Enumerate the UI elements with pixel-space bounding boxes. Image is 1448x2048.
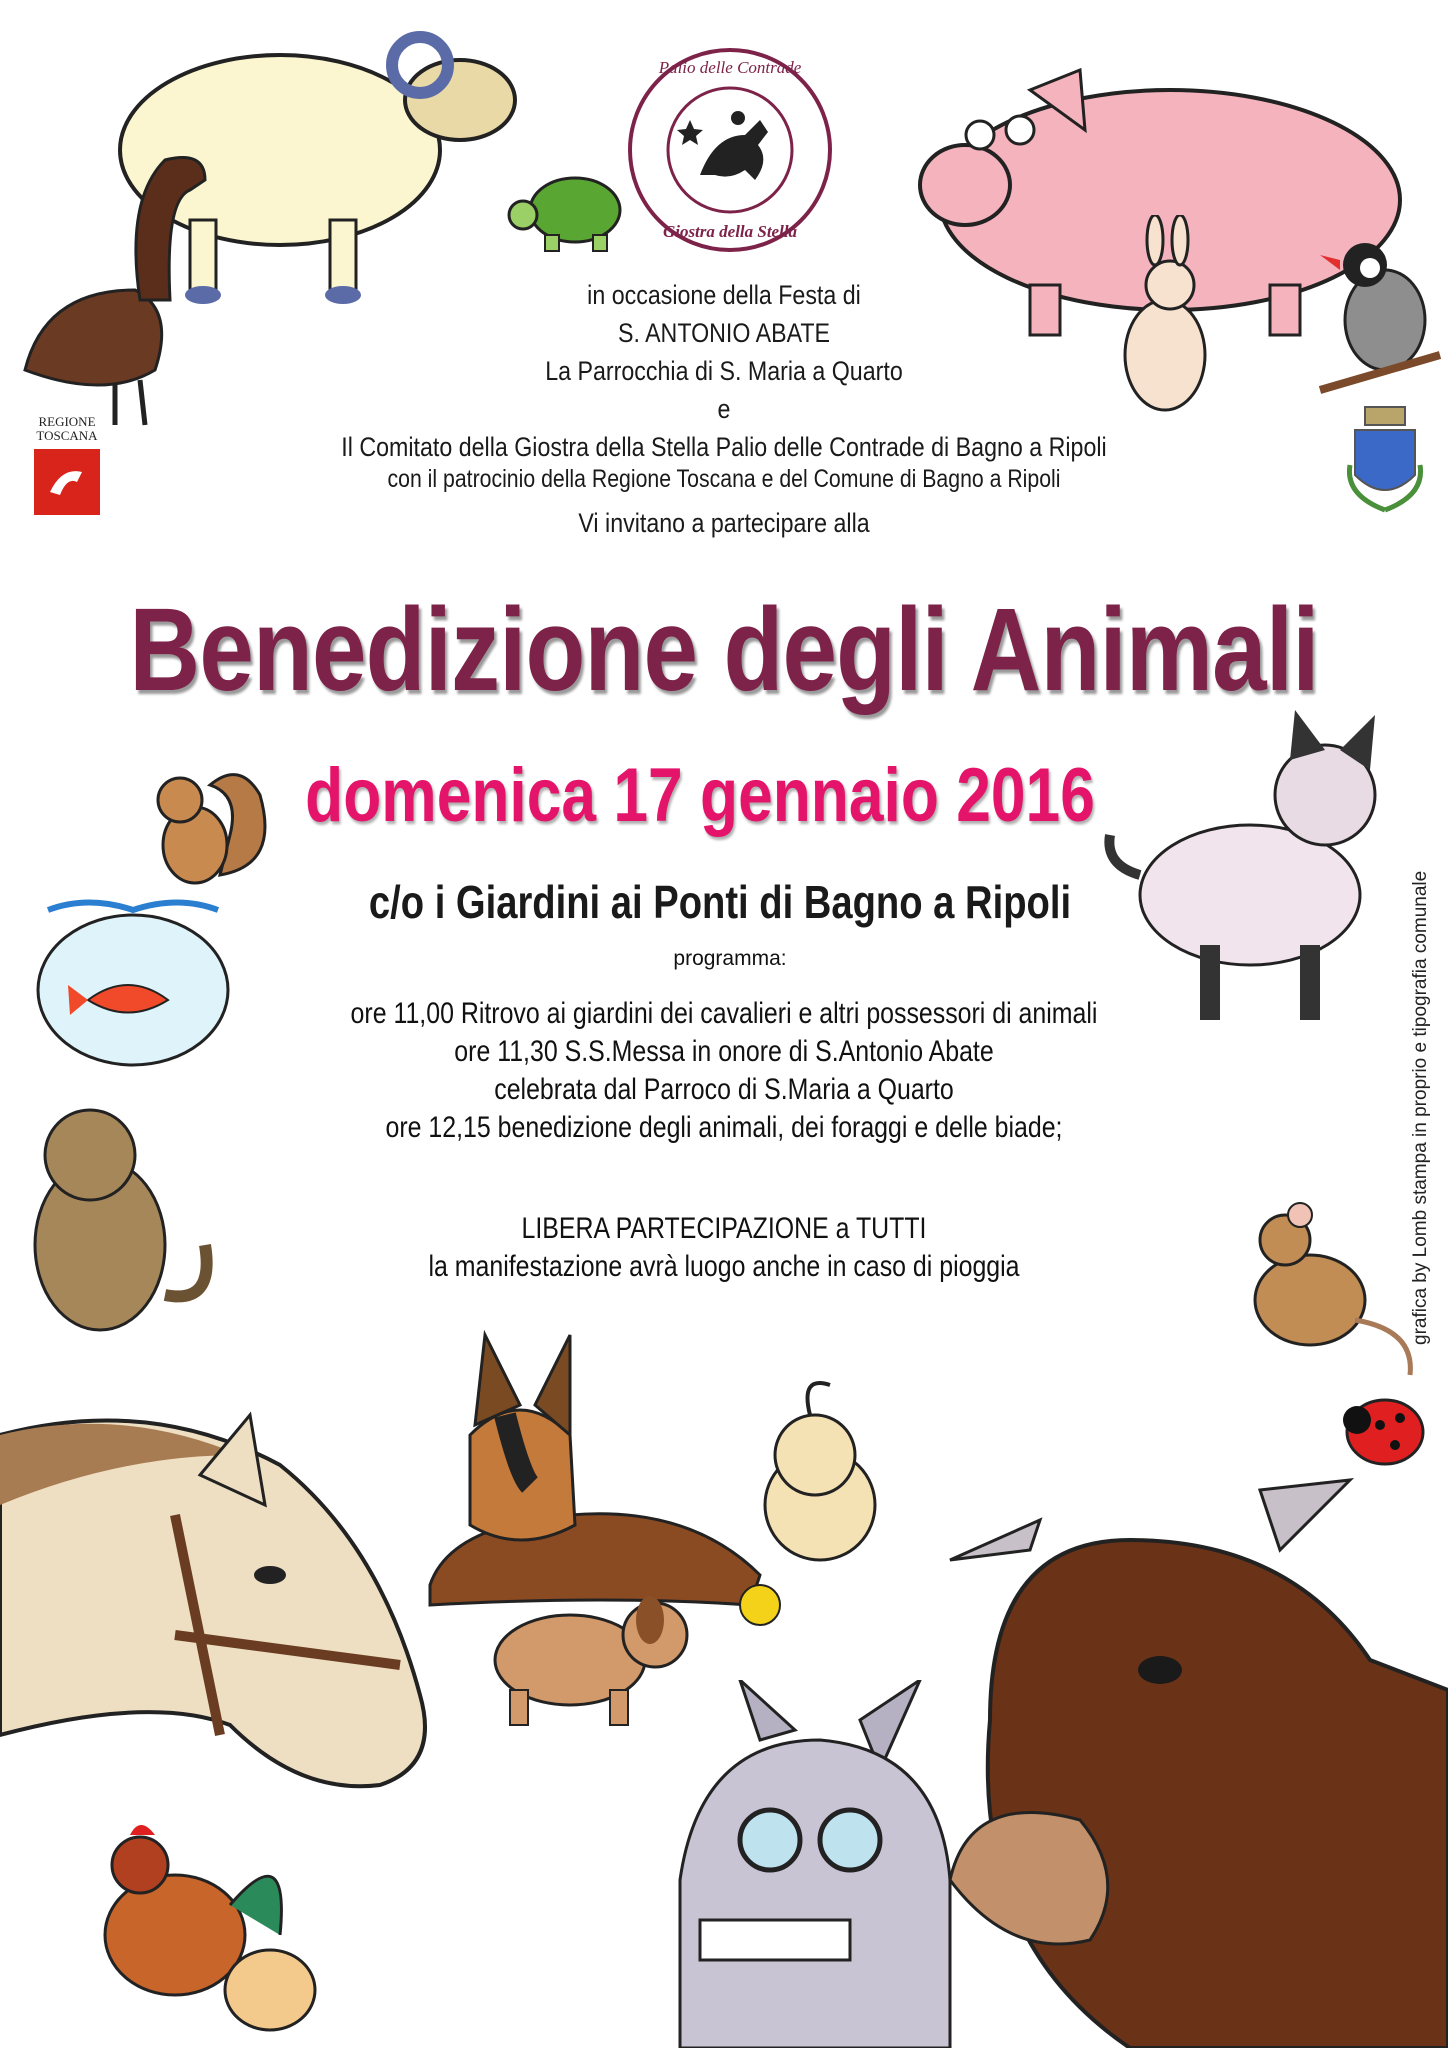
intro-line-1: in occasione della Festa di: [587, 280, 861, 310]
palio-logo: [620, 40, 840, 260]
puppy-illustration: [740, 1375, 895, 1575]
ladybug-illustration: [1335, 1380, 1430, 1470]
squirrel-illustration: [140, 755, 280, 890]
intro-line-4: e: [717, 394, 731, 424]
program-heading: programma:: [673, 947, 787, 970]
print-credit: grafica by Lomb stampa in proprio e tipografia comunale: [1410, 870, 1431, 1345]
logo-text-bottom: Giostra della Stella: [662, 222, 798, 241]
rooster-illustration: [80, 1795, 330, 2045]
intro-block: [0, 277, 1448, 541]
program-item: celebrata dal Parroco di S.Maria a Quarto: [494, 1073, 954, 1106]
intro-line-5: Il Comitato della Giostra della Stella Palio delle Contrade di Bagno a Ripoli: [341, 432, 1107, 462]
intro-line-7: Vi invitano a partecipare alla: [578, 508, 870, 538]
notice-block: [0, 1210, 1448, 1286]
event-date: domenica 17 gennaio 2016: [305, 753, 1095, 838]
program-item: ore 11,30 S.S.Messa in onore di S.Antonio Abate: [454, 1035, 994, 1068]
donkey-illustration: [620, 1680, 980, 2048]
region-badge-line1: REGIONE: [38, 414, 96, 429]
event-venue: c/o i Giardini ai Ponti di Bagno a Ripoli: [368, 876, 1072, 928]
intro-line-3: La Parrocchia di S. Maria a Quarto: [545, 356, 903, 386]
cow-illustration: [930, 1460, 1448, 2048]
program-list: [0, 995, 1448, 1147]
event-title: Benedizione degli Animali: [129, 584, 1319, 716]
notice-line-1: LIBERA PARTECIPAZIONE a TUTTI: [521, 1212, 927, 1245]
turtle-illustration: [505, 165, 635, 255]
logo-text-top: Palio delle Contrade: [658, 58, 802, 77]
region-badge-line2: TOSCANA: [36, 428, 98, 443]
shepherd-dog-illustration: [410, 1325, 770, 1615]
ball-illustration: [735, 1580, 785, 1630]
program-item: ore 12,15 benedizione degli animali, dei foraggi e delle biade;: [385, 1111, 1063, 1144]
intro-line-6: con il patrocinio della Regione Toscana e del Comune di Bagno a Ripoli: [387, 465, 1061, 493]
notice-line-2: la manifestazione avrà luogo anche in caso di pioggia: [428, 1250, 1020, 1283]
program-item: ore 11,00 Ritrovo ai giardini dei cavalieri e altri possessori di animali: [350, 997, 1098, 1030]
intro-line-2: S. ANTONIO ABATE: [617, 318, 831, 348]
siamese-cat-illustration: [1100, 705, 1400, 1025]
